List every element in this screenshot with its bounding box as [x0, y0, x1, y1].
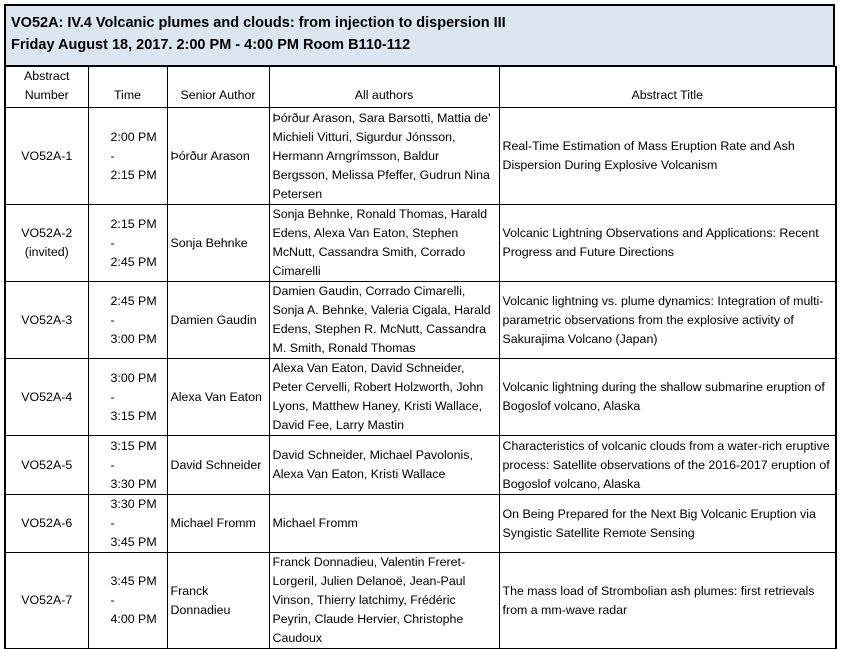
- abstract-time: [88, 436, 167, 495]
- abstract-time: [88, 108, 167, 205]
- table-row: [5, 553, 836, 649]
- senior-author: Þórður Arason: [167, 108, 269, 205]
- abstract-number-text: VO52A-5: [21, 457, 73, 472]
- time-end: 2:15 PM: [110, 167, 157, 182]
- table-row: [5, 282, 836, 359]
- all-authors: David Schneider, Michael Pavolonis, Alexa Van Eaton, Kristi Wallace: [269, 436, 499, 495]
- abstract-time: [88, 205, 167, 282]
- time-end: 3:30 PM: [110, 476, 157, 491]
- table-row: [5, 108, 836, 205]
- abstract-title: Volcanic lightning during the shallow submarine eruption of Bogoslof volcano, Alaska: [499, 359, 836, 436]
- abstract-title: Real-Time Estimation of Mass Eruption Rate and Ash Dispersion During Explosive Volcanism: [499, 108, 836, 205]
- senior-author: Damien Gaudin: [167, 282, 269, 359]
- senior-author: Sonja Behnke: [167, 205, 269, 282]
- all-authors: Alexa Van Eaton, David Schneider, Peter Cervelli, Robert Holzworth, John Lyons, Matthew Haney, Kristi Wallace, David Fee, Larry Mastin: [269, 359, 499, 436]
- all-authors: Sonja Behnke, Ronald Thomas, Harald Edens, Alexa Van Eaton, Stephen McNutt, Cassandra Smith, Corrado Cimarelli: [269, 205, 499, 282]
- all-authors: Damien Gaudin, Corrado Cimarelli, Sonja A. Behnke, Valeria Cigala, Harald Edens, Stephen R. McNutt, Cassandra M. Smith, Ronald Thomas: [269, 282, 499, 359]
- table-row: [5, 359, 836, 436]
- senior-author: Alexa Van Eaton: [167, 359, 269, 436]
- time-start: 2:45 PM -: [110, 293, 157, 327]
- abstract-title: On Being Prepared for the Next Big Volcanic Eruption via Syngistic Satellite Remote Sensing: [499, 495, 836, 553]
- abstract-number: [5, 436, 88, 495]
- abstract-number-text: VO52A-7: [21, 593, 73, 607]
- abstract-time: [88, 553, 167, 649]
- abstract-number: [5, 359, 88, 436]
- abstract-time: [88, 495, 167, 553]
- abstract-number: [5, 553, 88, 649]
- time-start: 3:30 PM -: [110, 497, 157, 530]
- time-end: 4:00 PM: [110, 612, 157, 626]
- session-header: [4, 4, 835, 66]
- session-subtitle: Friday August 18, 2017. 2:00 PM - 4:00 PM Room B110-112: [11, 37, 411, 53]
- abstract-title: The mass load of Strombolian ash plumes: first retrievals from a mm-wave radar: [499, 553, 836, 649]
- session-title: VO52A: IV.4 Volcanic plumes and clouds: from injection to dispersion III: [11, 15, 506, 31]
- column-header-time: Time: [88, 67, 167, 108]
- time-start: 3:15 PM -: [110, 438, 157, 472]
- time-start: 2:00 PM -: [110, 129, 157, 163]
- abstract-number: [5, 495, 88, 553]
- table-header-row: [5, 67, 836, 108]
- time-start: 2:15 PM -: [110, 216, 157, 250]
- column-header-number: Abstract Number: [5, 67, 88, 108]
- time-start: 3:45 PM -: [110, 574, 157, 607]
- all-authors: Þórður Arason, Sara Barsotti, Mattia de' Michieli Vitturi, Sigurdur Jónsson, Hermann Arngrímsson, Baldur Bergsson, Melissa Pfeffer, Gudrun Nina Petersen: [269, 108, 499, 205]
- table-row: [5, 436, 836, 495]
- abstract-number-text: VO52A-2: [21, 226, 73, 240]
- abstract-number: [5, 205, 88, 282]
- all-authors: Michael Fromm: [269, 495, 499, 553]
- all-authors: Franck Donnadieu, Valentin Freret-Lorgeril, Julien Delanoë, Jean-Paul Vinson, Thierry latchimy, Frédéric Peyrin, Claude Hervier, Christophe Caudoux: [269, 553, 499, 649]
- time-end: 3:15 PM: [110, 408, 157, 423]
- abstract-table: [4, 66, 837, 649]
- abstract-number-note: (invited): [24, 245, 69, 259]
- abstract-number-text: VO52A-6: [21, 516, 73, 530]
- abstract-number-text: VO52A-4: [21, 389, 73, 404]
- abstract-title: Volcanic lightning vs. plume dynamics: Integration of multi-parametric observations from the explosive activity of Sakurajima Volcano (Japan): [499, 282, 836, 359]
- column-header-senior-author: Senior Author: [167, 67, 269, 108]
- abstract-time: [88, 359, 167, 436]
- abstract-number: [5, 108, 88, 205]
- abstract-title: Volcanic Lightning Observations and Applications: Recent Progress and Future Directions: [499, 205, 836, 282]
- abstract-time: [88, 282, 167, 359]
- time-end: 3:00 PM: [110, 331, 157, 346]
- table-row: [5, 495, 836, 553]
- senior-author: Franck Donnadieu: [167, 553, 269, 649]
- senior-author: Michael Fromm: [167, 495, 269, 553]
- time-end: 2:45 PM: [110, 254, 157, 269]
- abstract-number-text: VO52A-1: [21, 148, 73, 163]
- time-start: 3:00 PM -: [110, 370, 157, 404]
- table-row: [5, 205, 836, 282]
- column-header-all-authors: All authors: [269, 67, 499, 108]
- abstract-number: [5, 282, 88, 359]
- time-end: 3:45 PM: [110, 535, 157, 549]
- senior-author: David Schneider: [167, 436, 269, 495]
- column-header-abstract-title: Abstract Title: [499, 67, 836, 108]
- abstract-number-text: VO52A-3: [21, 312, 73, 327]
- abstract-title: Characteristics of volcanic clouds from a water-rich eruptive process: Satellite observations of the 2016-2017 eruption of Bogoslof volcano, Alaska: [499, 436, 836, 495]
